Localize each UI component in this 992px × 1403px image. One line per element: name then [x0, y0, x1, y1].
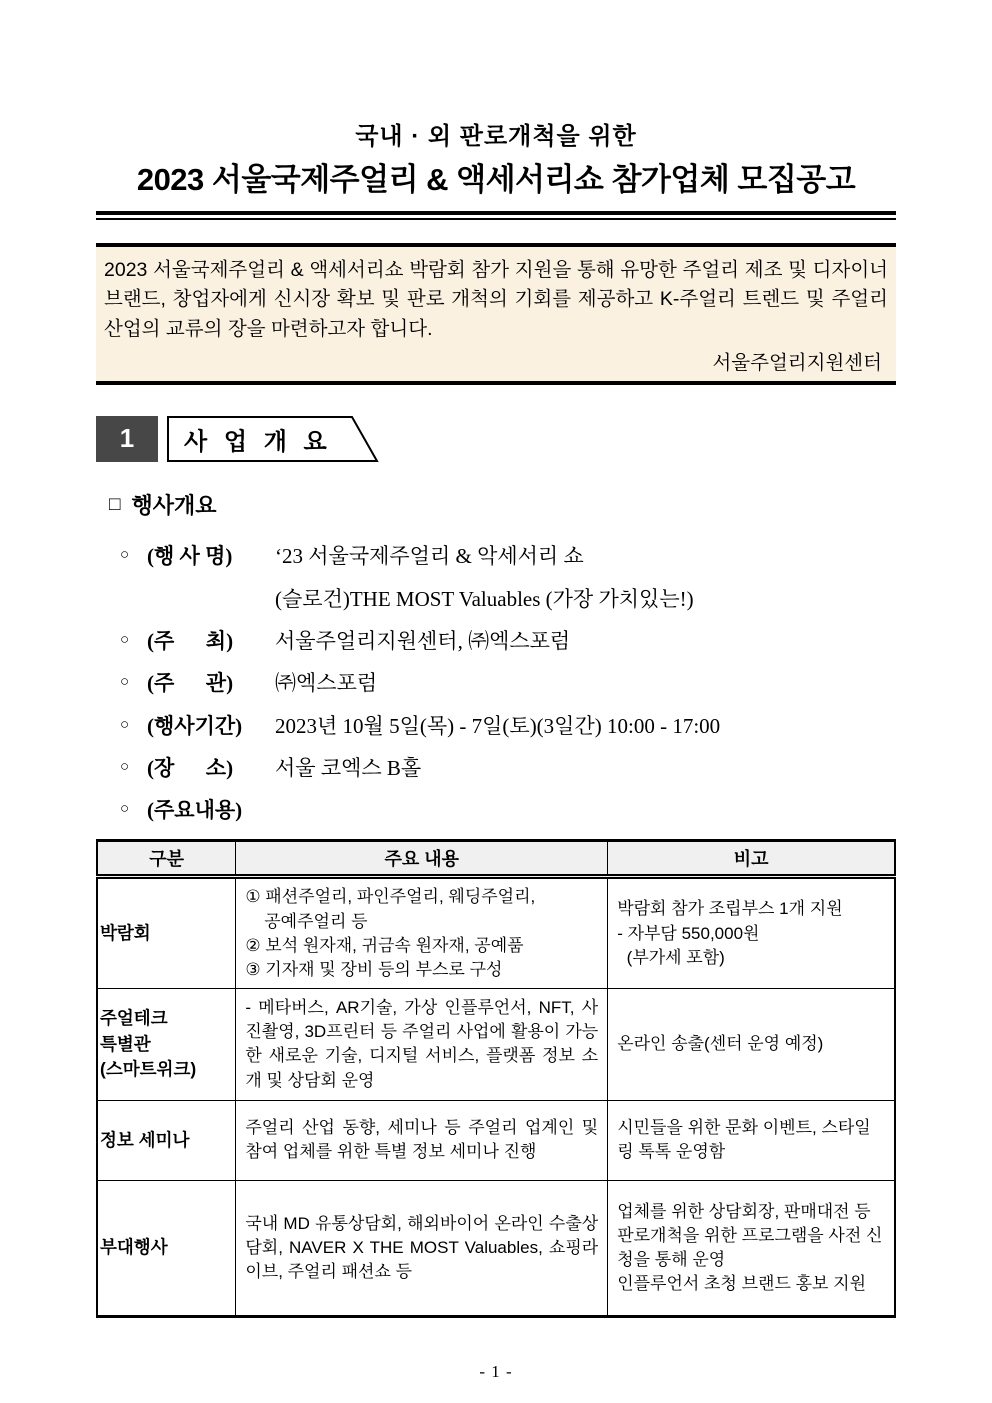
cell-text: (부가세 포함): [617, 947, 725, 967]
cell-text: 특별관: [100, 1033, 151, 1054]
program-table: [96, 839, 896, 1318]
title-divider: [96, 211, 896, 220]
overview-list: [96, 543, 896, 824]
item-label: (주 관): [147, 671, 234, 696]
circle-bullet-icon: [120, 586, 147, 613]
cell-text: 시민들을 위한 문화 이벤트, 스타일링 톡톡 운영함: [617, 1118, 871, 1162]
note-cell: [608, 988, 895, 1100]
circle-bullet-icon: ○: [120, 674, 130, 691]
intro-box: [96, 243, 896, 385]
list-item: [96, 628, 896, 655]
section-number-badge: 1: [96, 416, 158, 462]
table-row: [97, 1180, 895, 1316]
circle-bullet-icon: ○: [120, 801, 130, 818]
item-text: (슬로건)THE MOST Valuables (가장 가치있는!): [275, 586, 694, 611]
section-title: 사 업 개 요: [184, 428, 332, 456]
item-text: 서울주얼리지원센터, ㈜엑스포럼: [275, 628, 571, 653]
item-text: ㈜엑스포럼: [275, 671, 378, 696]
content-cell: [236, 1180, 608, 1316]
list-item: [96, 755, 896, 782]
list-item: [96, 797, 896, 824]
overview-heading-row: [96, 493, 896, 519]
content-cell: [236, 1100, 608, 1180]
circle-bullet-icon: ○: [120, 547, 130, 564]
table-header-row: [97, 841, 895, 877]
document-header: [96, 122, 896, 220]
column-header-category: 구분: [97, 841, 236, 877]
note-cell: [608, 877, 895, 989]
list-item: [96, 670, 896, 697]
circle-bullet-icon: ○: [120, 758, 130, 775]
cell-text: - 자부담 550,000원: [617, 923, 760, 943]
section-header: [96, 416, 896, 462]
intro-signature: 서울주얼리지원센터: [712, 351, 882, 374]
category-cell: [97, 877, 236, 989]
cell-text: 박람회: [100, 922, 151, 943]
item-text: 2023년 10월 5일(목) - 7일(토)(3일간) 10:00 - 17:00: [275, 713, 721, 738]
cell-text: 주얼리 산업 동향, 세미나 등 주얼리 업계인 및 참여 업체를 위한 특별 정보 세미나 진행: [245, 1118, 603, 1162]
note-cell: [608, 1180, 895, 1316]
cell-text: 국내 MD 유통상담회, 해외바이어 온라인 수출상담회, NAVER X THE MOST Valuables, 쇼핑라이브, 주얼리 패션쇼 등: [245, 1213, 599, 1281]
circle-bullet-icon: ○: [120, 716, 130, 733]
intro-paragraph: 2023 서울국제주얼리 & 액세서리쇼 박람회 참가 지원을 통해 유망한 주얼리 제조 및 디자이너 브랜드, 창업자에게 신시장 확보 및 판로 개척의 기회를 제공하고 K-주얼리 트렌드 및 주얼리 산업의 교류의 장을 마련하고자 합니다.: [104, 259, 888, 340]
column-header-content: 주요 내용: [236, 841, 608, 877]
cell-text: 온라인 송출(센터 운영 예정): [617, 1034, 824, 1054]
cell-text: - 메타버스, AR기술, 가상 인플루언서, NFT, 사진촬영, 3D프린터 등 주얼리 사업에 활용이 가능한 새로운 기술, 디지털 서비스, 플랫폼 정보 소개 및 상담회 운영: [245, 998, 599, 1090]
category-cell: [97, 1180, 236, 1316]
table-header: [97, 841, 895, 877]
item-label: (주요내용): [147, 798, 243, 823]
overview-section: [96, 493, 896, 824]
cell-text: ① 패션주얼리, 파인주얼리, 웨딩주얼리,: [245, 887, 536, 907]
note-cell: [608, 1100, 895, 1180]
overview-heading: 행사개요: [131, 492, 217, 518]
cell-text: 정보 세미나: [100, 1129, 190, 1150]
doc-title: 2023 서울국제주얼리 & 액세서리쇼 참가업체 모집공고: [136, 162, 856, 197]
doc-subtitle: 국내 · 외 판로개척을 위한: [355, 123, 637, 150]
item-label: (행 사 명): [147, 544, 233, 569]
list-item: [96, 543, 896, 570]
category-cell: [97, 988, 236, 1100]
column-header-note: 비고: [608, 841, 895, 877]
cell-text: ② 보석 원자재, 귀금속 원자재, 공예품: [245, 935, 524, 955]
cell-text: 인플루언서 초청 브랜드 홍보 지원: [617, 1274, 867, 1294]
section-title-box: [167, 416, 379, 462]
cell-text: 공예주얼리 등: [245, 911, 368, 931]
page-footer: [96, 1362, 896, 1382]
page-number: - 1 -: [479, 1361, 513, 1381]
item-label: (주 최): [147, 628, 234, 653]
table-row: [97, 1100, 895, 1180]
circle-bullet-icon: ○: [120, 631, 130, 648]
table-row: [97, 988, 895, 1100]
cell-text: 부대행사: [100, 1237, 168, 1258]
category-cell: [97, 1100, 236, 1180]
cell-text: 박람회 참가 조립부스 1개 지원: [617, 899, 843, 919]
cell-text: 주얼테크: [100, 1008, 168, 1029]
list-item-continuation: [96, 586, 896, 613]
table-row: [97, 877, 895, 989]
item-label: (행사기간): [147, 713, 243, 738]
cell-text: ③ 기자재 및 장비 등의 부스로 구성: [245, 959, 503, 979]
square-bullet-icon: □: [109, 493, 121, 515]
item-text: ‘23 서울국제주얼리 & 악세서리 쇼: [275, 544, 584, 569]
item-text: 서울 코엑스 B홀: [275, 755, 422, 780]
content-cell: [236, 877, 608, 989]
item-label: [147, 586, 275, 613]
item-label: (장 소): [147, 755, 234, 780]
content-cell: [236, 988, 608, 1100]
list-item: [96, 713, 896, 740]
cell-text: (스마트위크): [100, 1059, 197, 1080]
cell-text: 업체를 위한 상담회장, 판매대전 등 판로개척을 위한 프로그램을 사전 신청을 통해 운영: [617, 1201, 883, 1269]
